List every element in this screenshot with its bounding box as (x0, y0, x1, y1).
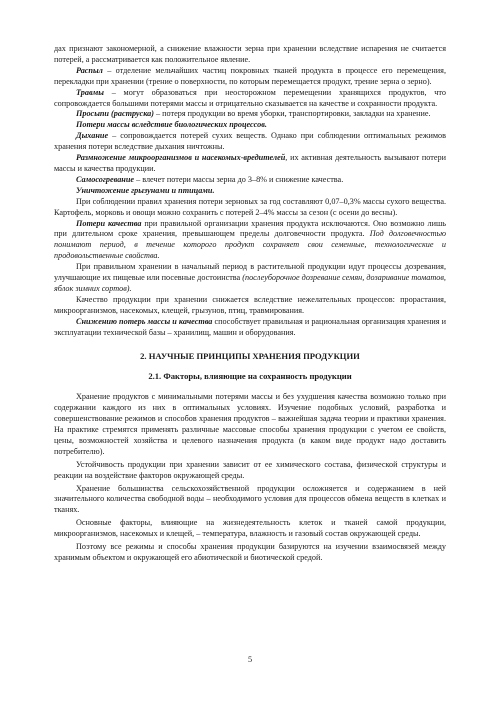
paragraph-prosypi (54, 109, 446, 120)
paragraph-snizhenie (54, 317, 446, 339)
term: Дыхание (76, 131, 109, 141)
text: – потеря продукции во время уборки, транспортировки, закладки на хранение. (153, 109, 431, 119)
term: Просыпи (раструска) (76, 109, 154, 119)
text: , их активная деятельность вызывают потери массы и качества продукции. (54, 153, 446, 173)
text: – влечет потери массы зерна до 3–8% и снижение качества. (134, 174, 344, 184)
term: Распыл (76, 65, 103, 75)
text: – сопровождается потерей сухих веществ. Однако при соблюдении оптимальных режимов хранения потери вследствие дыхания ничтожны. (54, 131, 446, 152)
paragraph-dozrevanie (54, 262, 446, 295)
italic-examples: (послеуборочное дозревание семян, дозаривание томатов, яблок зимних сортов). (54, 273, 446, 293)
paragraph: Качество продукции при хранении снижается вследствие нежелательных процессов: прорастания, микроорганизмов, насекомых, клещей, грызунов, птиц, травмирования. (54, 294, 446, 315)
text: – отделение мельчайших частиц покровных тканей продукта в процессе его перемещения, перекладки при хранении (трение о поверхности, по которым перемещается продукт, трение зерна о зерно). (54, 65, 446, 86)
inline-heading-bio: Потери массы вследствие биологических процессов. (76, 120, 267, 130)
paragraph-samosogrevanie (54, 175, 446, 186)
text: При правильном хранении в начальный период в растительной продукции идут процессы дозревания, улучшающие их пищевые или посевные достоинства (54, 262, 446, 283)
page-number: 5 (247, 655, 253, 664)
term: Самосогревание (76, 174, 135, 184)
paragraph-razmnozhenie (54, 153, 446, 175)
paragraph: Хранение большинства сельскохозяйственной продукции осложняется и содержанием в ней значительного количества свободной воды – необходимого условия для процессов обмена веществ в клетках и тканях. (54, 483, 446, 515)
paragraph-travmy (54, 88, 446, 110)
italic-definition: Под долговечностью понимают период, в течение которого продукт сохраняет свои семенные, технологические и продовольственные свойства. (54, 229, 446, 261)
section-heading: 2. НАУЧНЫЕ ПРИНЦИПЫ ХРАНЕНИЯ ПРОДУКЦИИ (140, 351, 360, 362)
paragraph: При соблюдении правил хранения потери зерновых за год составляют 0,07–0,3% массы сухого вещества. Картофель, морковь и овощи можно сохранить с потерей 2–4% массы за сезон (с осени до весны). (54, 196, 446, 217)
paragraph: Поэтому все режимы и способы хранения продукции базируются на изучении взаимосвязей между хранимым объектом и окружающей его абиотической и биотической средой. (54, 542, 446, 562)
subsection-heading: 2.1. Факторы, влияющие на сохранность продукции (148, 371, 352, 382)
paragraph: дах признают закономерной, а снижение влажности зерна при хранении вследствие испарения не считается потерей, а рассматривается как положительное явление. (54, 44, 446, 64)
text: при правильной организации хранения продукта исключаются. Оно возможно лишь при длительном сроке хранения, превышающем пределы долговечности продукта. (54, 218, 447, 239)
term: Снижению потерь массы и качества (76, 316, 213, 326)
paragraph: Хранение продуктов с минимальными потерями массы и без ухудшения качества возможно только при содержании каждого из них в оптимальных условиях. Изучение подобных условий, разработка и совершенствование режимов и способов хранения продуктов – важнейшая задача теории и практики хранения. На практике стремятся применять различные массовые способы хранения продукции с учетом ее свойств, цены, возможностей хозяйства и целевого назначения продукта (в каком виде продукт надо доставить потребителю). (54, 392, 446, 456)
text: способствует правильная и рациональная организация хранения и эксплуатации технической базы – хранилищ, машин и оборудования. (54, 316, 446, 337)
paragraph: Основные факторы, влияющие на жизнедеятельность клеток и тканей самой продукции, микроорганизмов, насекомых и клещей, – температура, влажность и газовый состав окружающей среды. (54, 518, 446, 539)
paragraph-raspyl (54, 66, 446, 88)
term: Потери качества (76, 218, 142, 228)
term: Травмы (76, 87, 104, 97)
paragraph-dykhanie (54, 131, 446, 153)
text: – могут образоваться при неосторожном перемещении хранящихся продуктов, что сопровождается большими потерями массы и отрицательно сказывается на качестве и сохранности продукта. (54, 87, 446, 108)
inline-heading-rodents: Уничтожение грызунами и птицами. (76, 185, 215, 195)
paragraph-poteri-kachestva (54, 219, 446, 263)
term: Размножение микроорганизмов и насекомых-вредителей (76, 153, 286, 163)
paragraph: Устойчивость продукции при хранении зависит от ее химического состава, физической структуры и реакции на воздействие факторов окружающей среды. (54, 459, 446, 480)
